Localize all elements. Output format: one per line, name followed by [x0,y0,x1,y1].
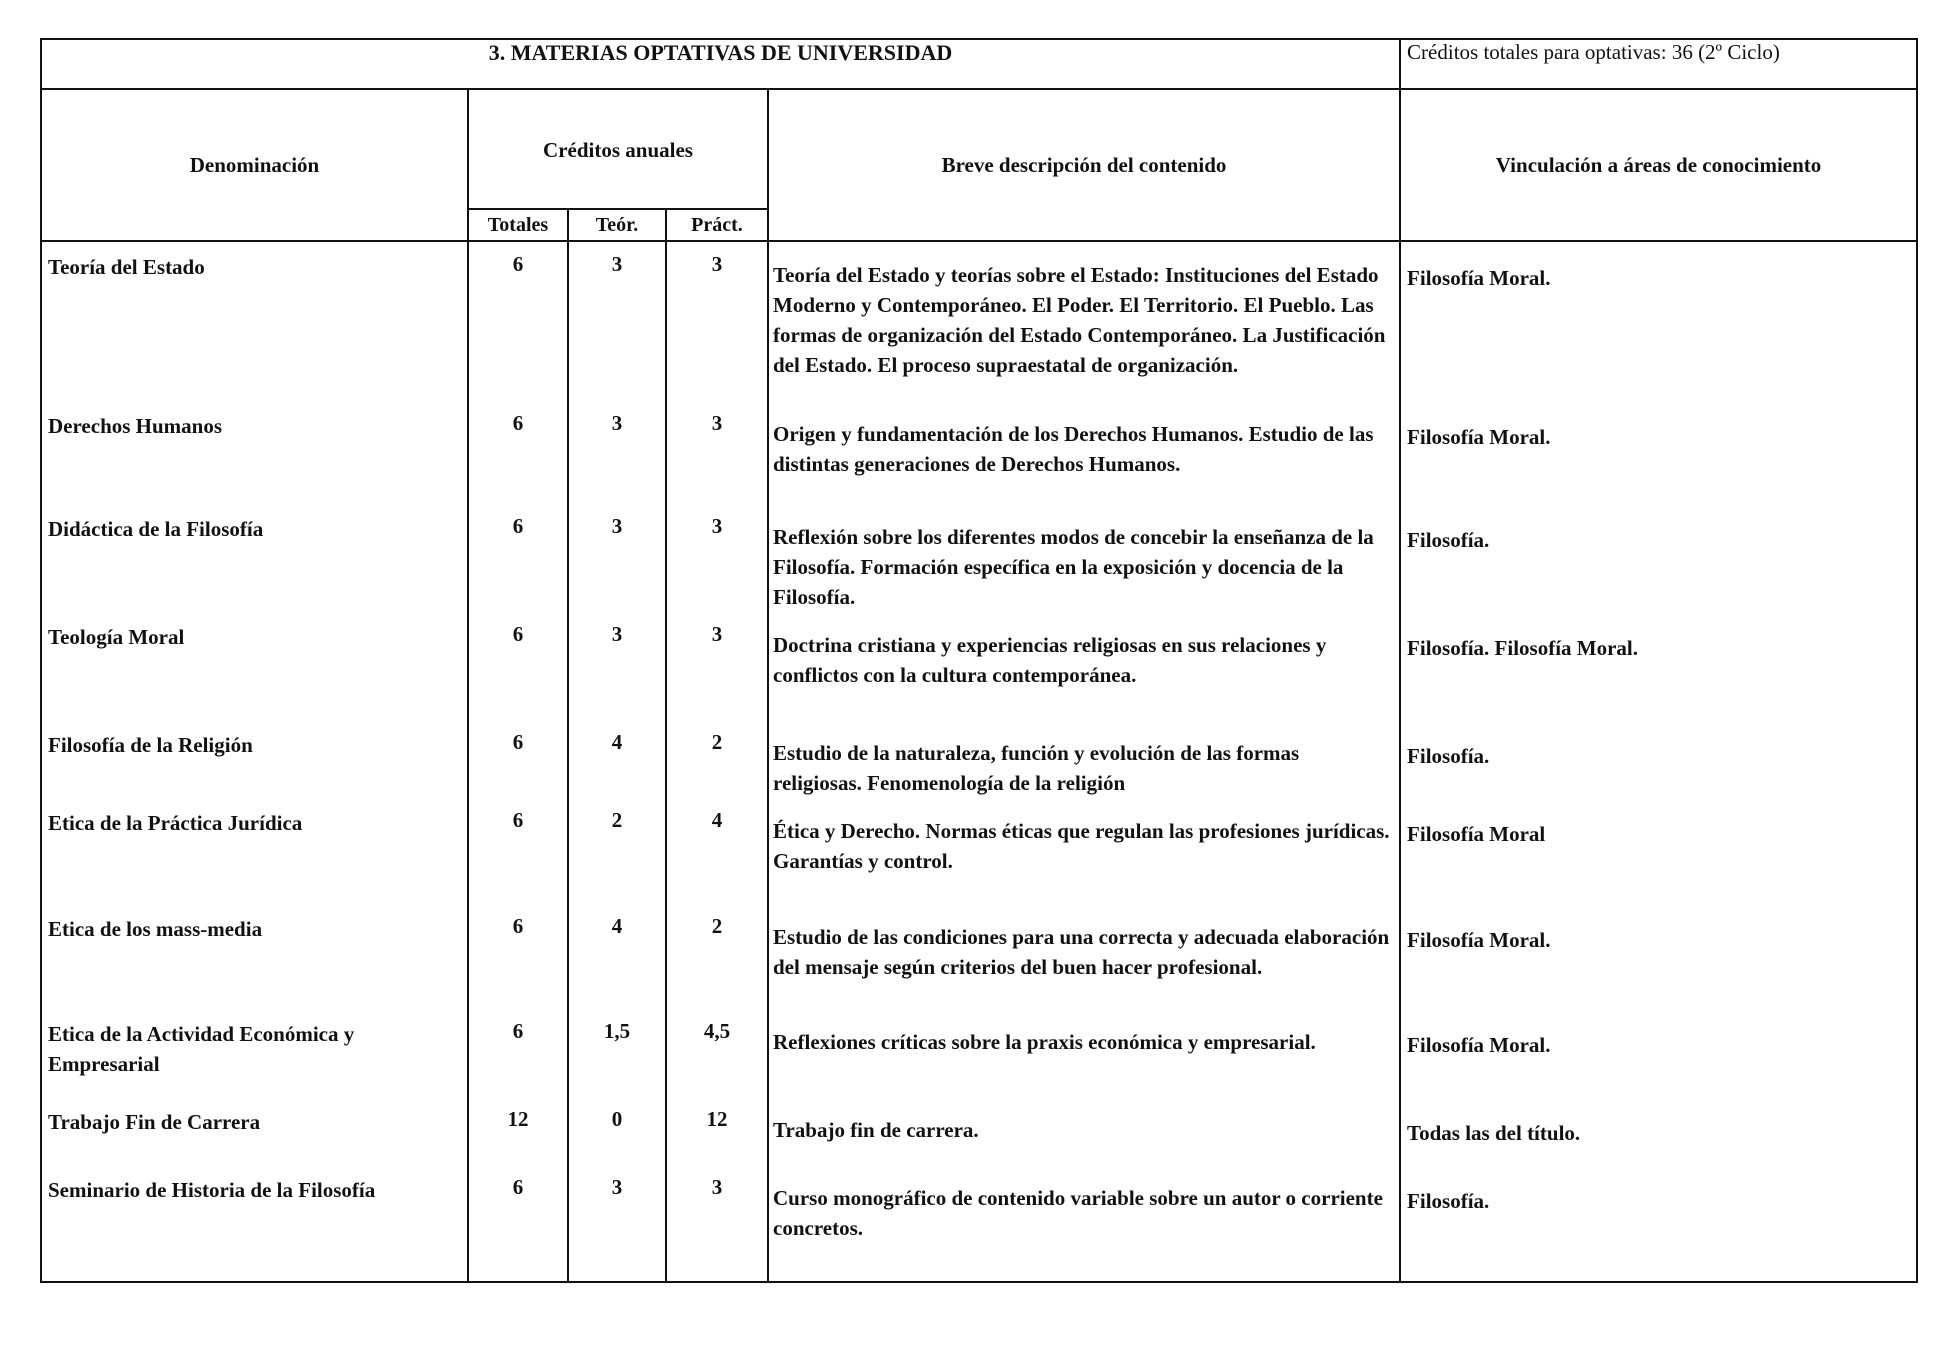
optativas-table [40,38,1918,1283]
row-totales: 6 [468,504,568,612]
row-pract: 2 [666,720,768,798]
row-name: Teología Moral [41,612,468,720]
table-row [41,1009,1917,1097]
row-teor: 3 [568,241,666,401]
row-pract: 3 [666,504,768,612]
row-pract: 3 [666,401,768,504]
row-teor: 1,5 [568,1009,666,1097]
row-area: Filosofía. [1400,504,1917,612]
table-row [41,1097,1917,1165]
row-area: Filosofía. [1400,1165,1917,1282]
row-totales: 6 [468,401,568,504]
table-row [41,504,1917,612]
row-totales: 6 [468,904,568,1009]
row-area: Filosofía. Filosofía Moral. [1400,612,1917,720]
table-row [41,1165,1917,1282]
row-pract: 4 [666,798,768,904]
row-name: Trabajo Fin de Carrera [41,1097,468,1165]
row-totales: 6 [468,720,568,798]
row-desc: Doctrina cristiana y experiencias religiosas en sus relaciones y conflictos con la cultura contemporánea. [768,612,1400,720]
creditos-subheader [469,208,767,240]
table-row [41,904,1917,1009]
row-area: Filosofía Moral. [1400,904,1917,1009]
row-teor: 4 [568,904,666,1009]
creditos-anuales-label: Créditos anuales [543,138,693,162]
col-pract-header: Práct. [691,214,743,236]
header-row [41,89,1917,241]
col-vinculacion-header: Vinculación a áreas de conocimiento [1400,89,1917,241]
table-row [41,612,1917,720]
row-desc: Reflexión sobre los diferentes modos de concebir la enseñanza de la Filosofía. Formación específica en la exposición y docencia de la Filosofía. [768,504,1400,612]
row-desc: Origen y fundamentación de los Derechos Humanos. Estudio de las distintas generaciones de Derechos Humanos. [768,401,1400,504]
row-teor: 3 [568,612,666,720]
table-row [41,720,1917,798]
row-teor: 3 [568,504,666,612]
row-name: Didáctica de la Filosofía [41,504,468,612]
row-area: Filosofía Moral. [1400,401,1917,504]
row-name: Teoría del Estado [41,241,468,401]
row-area: Filosofía Moral. [1400,1009,1917,1097]
col-totales-header: Totales [469,210,569,240]
row-teor: 0 [568,1097,666,1165]
row-name: Etica de la Actividad Económica y Empresarial [41,1009,468,1097]
row-pract: 4,5 [666,1009,768,1097]
row-name: Etica de la Práctica Jurídica [41,798,468,904]
row-totales: 6 [468,798,568,904]
row-totales: 12 [468,1097,568,1165]
row-teor: 3 [568,401,666,504]
col-descripcion-header: Breve descripción del contenido [768,89,1400,241]
credits-total-note: Créditos totales para optativas: 36 (2º Ciclo) [1400,39,1917,89]
row-desc: Ética y Derecho. Normas éticas que regulan las profesiones jurídicas. Garantías y control. [768,798,1400,904]
row-desc: Estudio de la naturaleza, función y evolución de las formas religiosas. Fenomenología de la religión [768,720,1400,798]
row-pract: 2 [666,904,768,1009]
col-creditos-header [468,89,768,241]
table-row [41,401,1917,504]
row-pract: 12 [666,1097,768,1165]
row-desc: Trabajo fin de carrera. [768,1097,1400,1165]
row-teor: 4 [568,720,666,798]
table-title: 3. MATERIAS OPTATIVAS DE UNIVERSIDAD [41,39,1400,89]
row-name: Filosofía de la Religión [41,720,468,798]
table-row [41,241,1917,401]
table-row [41,798,1917,904]
row-desc: Teoría del Estado y teorías sobre el Estado: Instituciones del Estado Moderno y Contemporáneo. El Poder. El Territorio. El Pueblo. Las formas de organización del Estado Contemporáneo. La Justificación del Estado. El proceso supraestatal de organización. [768,241,1400,401]
col-denominacion-header: Denominación [41,89,468,241]
row-name: Derechos Humanos [41,401,468,504]
row-desc: Curso monográfico de contenido variable sobre un autor o corriente concretos. [768,1165,1400,1282]
col-teor-header: Teór. [569,210,667,240]
row-totales: 6 [468,1009,568,1097]
row-pract: 3 [666,241,768,401]
row-name: Seminario de Historia de la Filosofía [41,1165,468,1282]
row-desc: Reflexiones críticas sobre la praxis económica y empresarial. [768,1009,1400,1097]
row-totales: 6 [468,241,568,401]
row-teor: 3 [568,1165,666,1282]
row-totales: 6 [468,612,568,720]
row-name: Etica de los mass-media [41,904,468,1009]
row-teor: 2 [568,798,666,904]
row-pract: 3 [666,612,768,720]
row-area: Filosofía Moral [1400,798,1917,904]
row-desc: Estudio de las condiciones para una correcta y adecuada elaboración del mensaje según criterios del buen hacer profesional. [768,904,1400,1009]
row-area: Filosofía Moral. [1400,241,1917,401]
row-area: Todas las del título. [1400,1097,1917,1165]
row-pract: 3 [666,1165,768,1282]
row-area: Filosofía. [1400,720,1917,798]
row-totales: 6 [468,1165,568,1282]
title-row [41,39,1917,89]
document-page [40,38,1916,1318]
